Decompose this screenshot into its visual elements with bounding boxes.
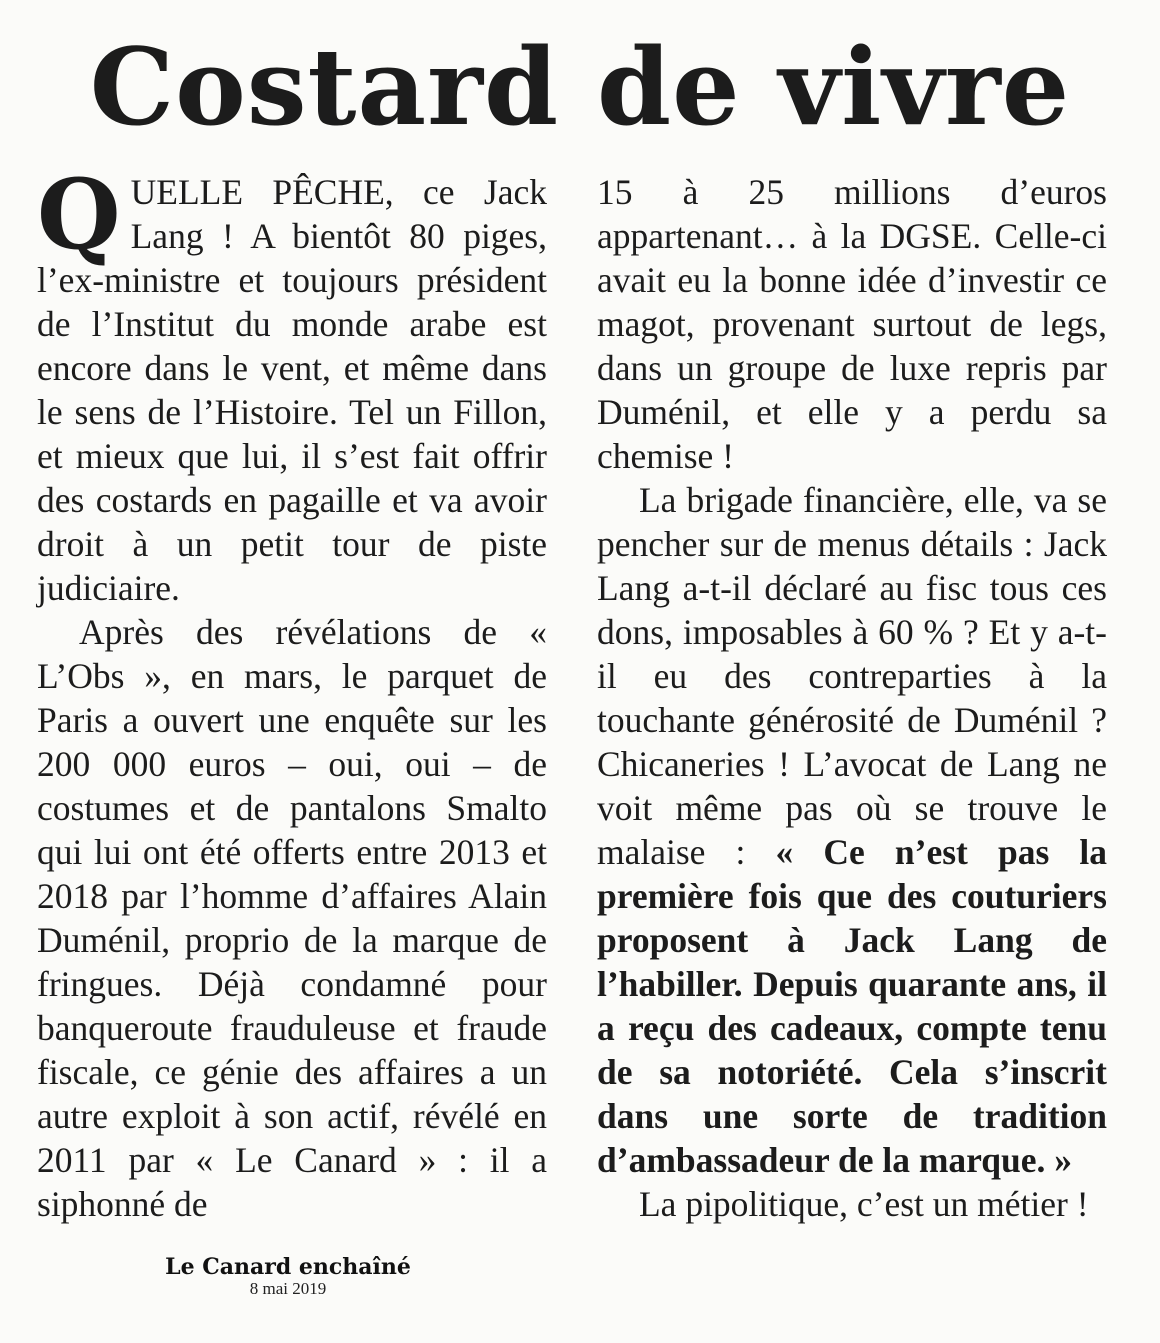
article-title: Costard de vivre — [89, 24, 1071, 149]
article-paragraph-2: Après des révélations de « L’Obs », en mars, le parquet de Paris a ouvert une enquête sur les 200 000 euros – oui, oui – de costumes et de pantalons Smalto qui lui ont été offerts entre 2013 et 2018 par l’homme d’affaires Alain Duménil, proprio de la marque de fringues. Déjà condamné pour banqueroute frauduleuse et fraude fiscale, ce génie des affaires a un autre exploit à son actif, révélé en 2011 par « Le Canard » : il a siphonné de — [37, 612, 547, 1224]
article-column-right — [597, 170, 1107, 1226]
publication-date: 8 mai 2019 — [249, 1279, 327, 1298]
lawyer-quote: « Ce n’est pas la première fois que des couturiers proposent à Jack Lang de l’habiller. Depuis quarante ans, il a reçu des cadeaux, compte tenu de sa notoriété. Cela s’inscrit dans une sorte de tradition d’ambassadeur de la marque. » — [597, 832, 1108, 1180]
publication-name: Le Canard enchaîné — [165, 1254, 411, 1280]
article-column-left — [37, 158, 547, 1226]
paragraph-1-text: UELLE PÊCHE, ce Jack Lang ! A bientôt 80 piges, l’ex-ministre et toujours président de l’Institut du monde arabe est encore dans le vent, et même dans le sens de l’Histoire. Tel un Fillon, et mieux que lui, il s’est fait offrir des costards en pagaille et va avoir droit à un petit tour de piste judiciaire. — [37, 172, 547, 608]
article-paragraph-3 — [597, 478, 1107, 1182]
article-paragraph-4: La pipolitique, c’est un métier ! — [639, 1184, 1089, 1224]
drop-cap: Q — [37, 158, 121, 271]
article-paragraph-2-continued: 15 à 25 millions d’euros appartenant… à la DGSE. Celle-ci avait eu la bonne idée d’investir ce magot, provenant surtout de legs, dans un groupe de luxe repris par Duménil, et elle y a perdu sa chemise ! — [597, 172, 1107, 476]
source-credit — [118, 1254, 458, 1298]
article-paragraph-1 — [37, 158, 547, 610]
paragraph-3-text: La brigade financière, elle, va se pencher sur de menus détails : Jack Lang a-t-il déclaré au fisc tous ces dons, imposables à 60 % ? Et y a-t-il eu des contreparties à la touchante générosité de Duménil ? Chicaneries ! L’avocat de Lang ne voit même pas où se trouve le malaise : — [597, 480, 1107, 872]
